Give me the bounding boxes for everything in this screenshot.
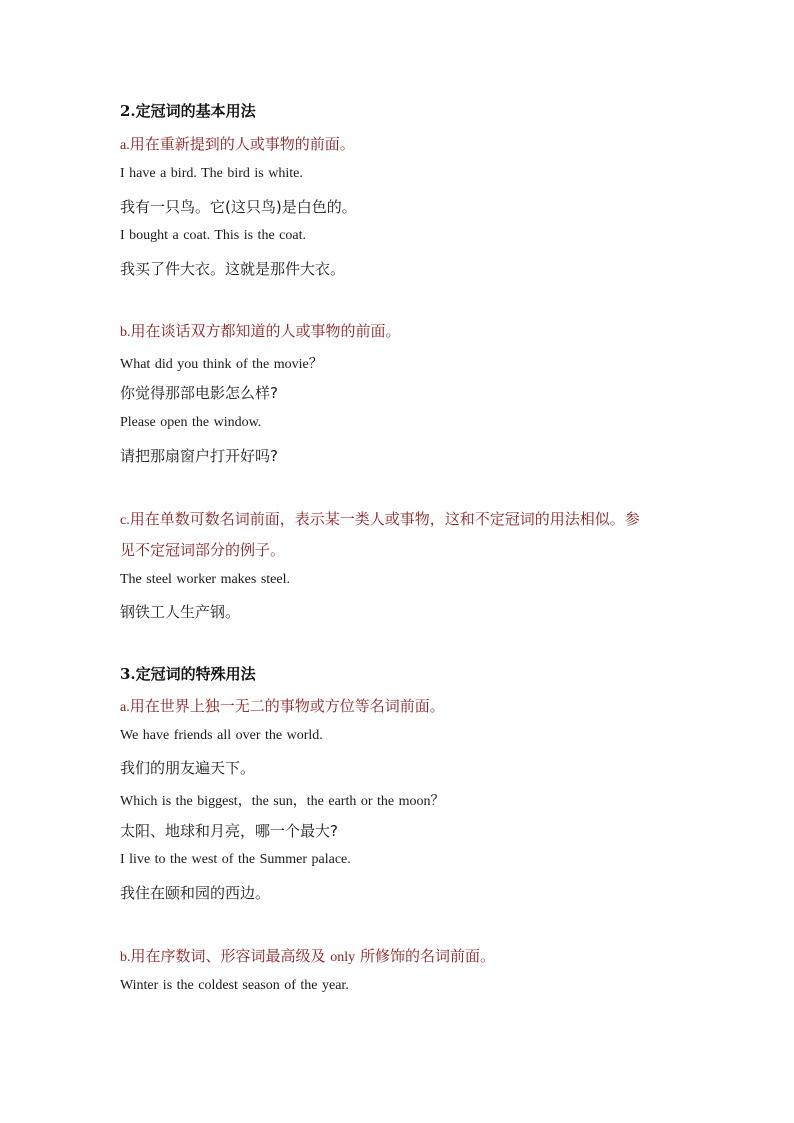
section-heading: 2.定冠词的基本用法 [120,102,256,120]
example-zh: 我住在颐和园的西边。 [120,884,271,902]
rule-b [120,320,401,341]
rule-label: a. [120,138,130,153]
example-en: I live to the west of the Summer palace. [120,852,351,867]
example-en: Please open the window. [120,415,262,430]
example-en: We have friends all over the world. [120,728,323,743]
example-en: The steel worker makes steel. [120,572,290,587]
example-zh: 我买了件大衣。这就是那件大衣。 [120,260,346,278]
section-heading: 3.定冠词的特殊用法 [120,665,256,683]
rule-label: b. [120,950,131,965]
rule-text: 用在谈话双方都知道的人或事物的前面。 [130,322,401,340]
example-zh: 钢铁工人生产钢。 [120,603,241,621]
example-en: Winter is the coldest season of the year. [120,978,349,993]
example-en: Which is the biggest，the sun，the earth or the moon？ [120,794,445,809]
rule-label: b. [120,325,131,340]
rule-c [120,508,640,529]
rule-a [120,133,355,154]
example-zh: 我有一只鸟。它(这只鸟)是白色的。 [120,198,357,216]
rule-b [120,945,495,966]
example-en: I bought a coat. This is the coat. [120,228,306,243]
rule-label: a. [120,700,130,715]
example-zh: 我们的朋友遍天下。 [120,759,256,777]
example-en: What did you think of the movie？ [120,357,323,372]
rule-a [120,695,445,716]
example-zh: 请把那扇窗户打开好吗? [120,447,278,465]
rule-c-continued: 见不定冠词部分的例子。 [120,541,286,559]
example-zh: 太阳、地球和月亮，哪一个最大? [120,822,338,840]
rule-text: 用在单数可数名词前面，表示某一类人或事物，这和不定冠词的用法相似。参 [129,510,640,528]
example-zh: 你觉得那部电影怎么样? [120,384,278,402]
rule-text: 用在重新提到的人或事物的前面。 [129,135,355,153]
rule-text: 用在序数词、形容词最高级及 [130,947,331,965]
rule-text: 所修饰的名词前面。 [355,947,495,965]
example-en: I have a bird. The bird is white. [120,166,303,181]
rule-text: 用在世界上独一无二的事物或方位等名词前面。 [129,697,445,715]
rule-label: c. [120,513,130,528]
rule-keyword: only [330,950,356,965]
